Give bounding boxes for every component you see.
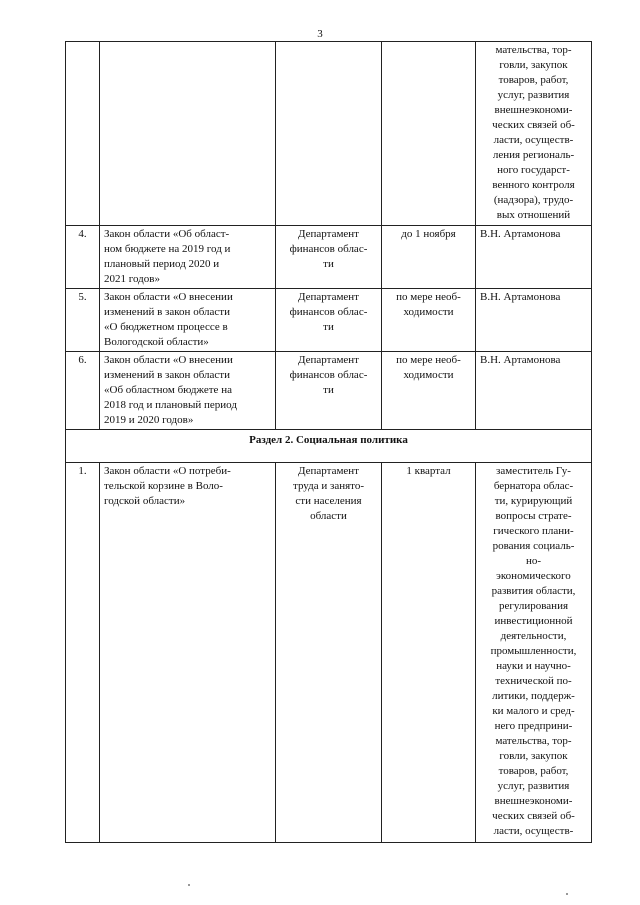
term-cell: по мере необ- ходимости: [382, 352, 476, 430]
table-row: [66, 42, 592, 226]
law-name-cell: Закон области «Об област- ном бюджете на 2019 год и плановый период 2020 и 2021 годов»: [100, 226, 276, 289]
section-header-row: [66, 430, 592, 463]
law-name-cell: Закон области «О внесении изменений в закон области «О бюджетном процессе в Вологодской области»: [100, 289, 276, 352]
row-number-cell: 4.: [66, 226, 100, 289]
table-row: [66, 463, 592, 843]
row-number-cell: [66, 42, 100, 226]
table-row: [66, 226, 592, 289]
law-name-cell: [100, 42, 276, 226]
department-cell: Департамент труда и занято- сти населения области: [276, 463, 382, 843]
term-cell: 1 квартал: [382, 463, 476, 843]
row-number-cell: 6.: [66, 352, 100, 430]
department-cell: Департамент финансов облас- ти: [276, 226, 382, 289]
law-name-cell: Закон области «О потреби- тельской корзине в Воло- годской области»: [100, 463, 276, 843]
scan-speck: [188, 884, 190, 886]
department-cell: [276, 42, 382, 226]
row-number-cell: 5.: [66, 289, 100, 352]
responsible-cell: мательства, тор- говли, закупок товаров, работ, услуг, развития внешнеэкономи- ческих связей об- ласти, осуществ- ления региональ- ного государст- венного контроля (надзора), трудо- вых отношений: [476, 42, 592, 226]
scan-speck: [566, 893, 568, 895]
responsible-person-cell: В.Н. Артамонова: [476, 289, 592, 352]
row-number-cell: 1.: [66, 463, 100, 843]
page-number: 3: [317, 28, 323, 40]
responsible-cell: заместитель Гу- бернатора облас- ти, курирующий вопросы страте- гического плани- рования социаль- но- экономического развития области, регулирования инвестиционной деятельности, промышленности, науки и научно- технической по- литики, поддерж- ки малого и сред- него предприни- мательства, тор- говли, закупок товаров, работ, услуг, развития внешнеэкономи- ческих связей об- ласти, осуществ-: [476, 463, 592, 843]
responsible-person-cell: В.Н. Артамонова: [476, 226, 592, 289]
law-name-cell: Закон области «О внесении изменений в закон области «Об областном бюджете на 2018 год и плановый период 2019 и 2020 годов»: [100, 352, 276, 430]
term-cell: [382, 42, 476, 226]
department-cell: Департамент финансов облас- ти: [276, 352, 382, 430]
table-row: [66, 289, 592, 352]
section-title: Раздел 2. Социальная политика: [66, 430, 592, 463]
term-cell: до 1 ноября: [382, 226, 476, 289]
table-row: [66, 352, 592, 430]
term-cell: по мере необ- ходимости: [382, 289, 476, 352]
responsible-person-cell: В.Н. Артамонова: [476, 352, 592, 430]
legislation-plan-table: [65, 41, 592, 843]
department-cell: Департамент финансов облас- ти: [276, 289, 382, 352]
